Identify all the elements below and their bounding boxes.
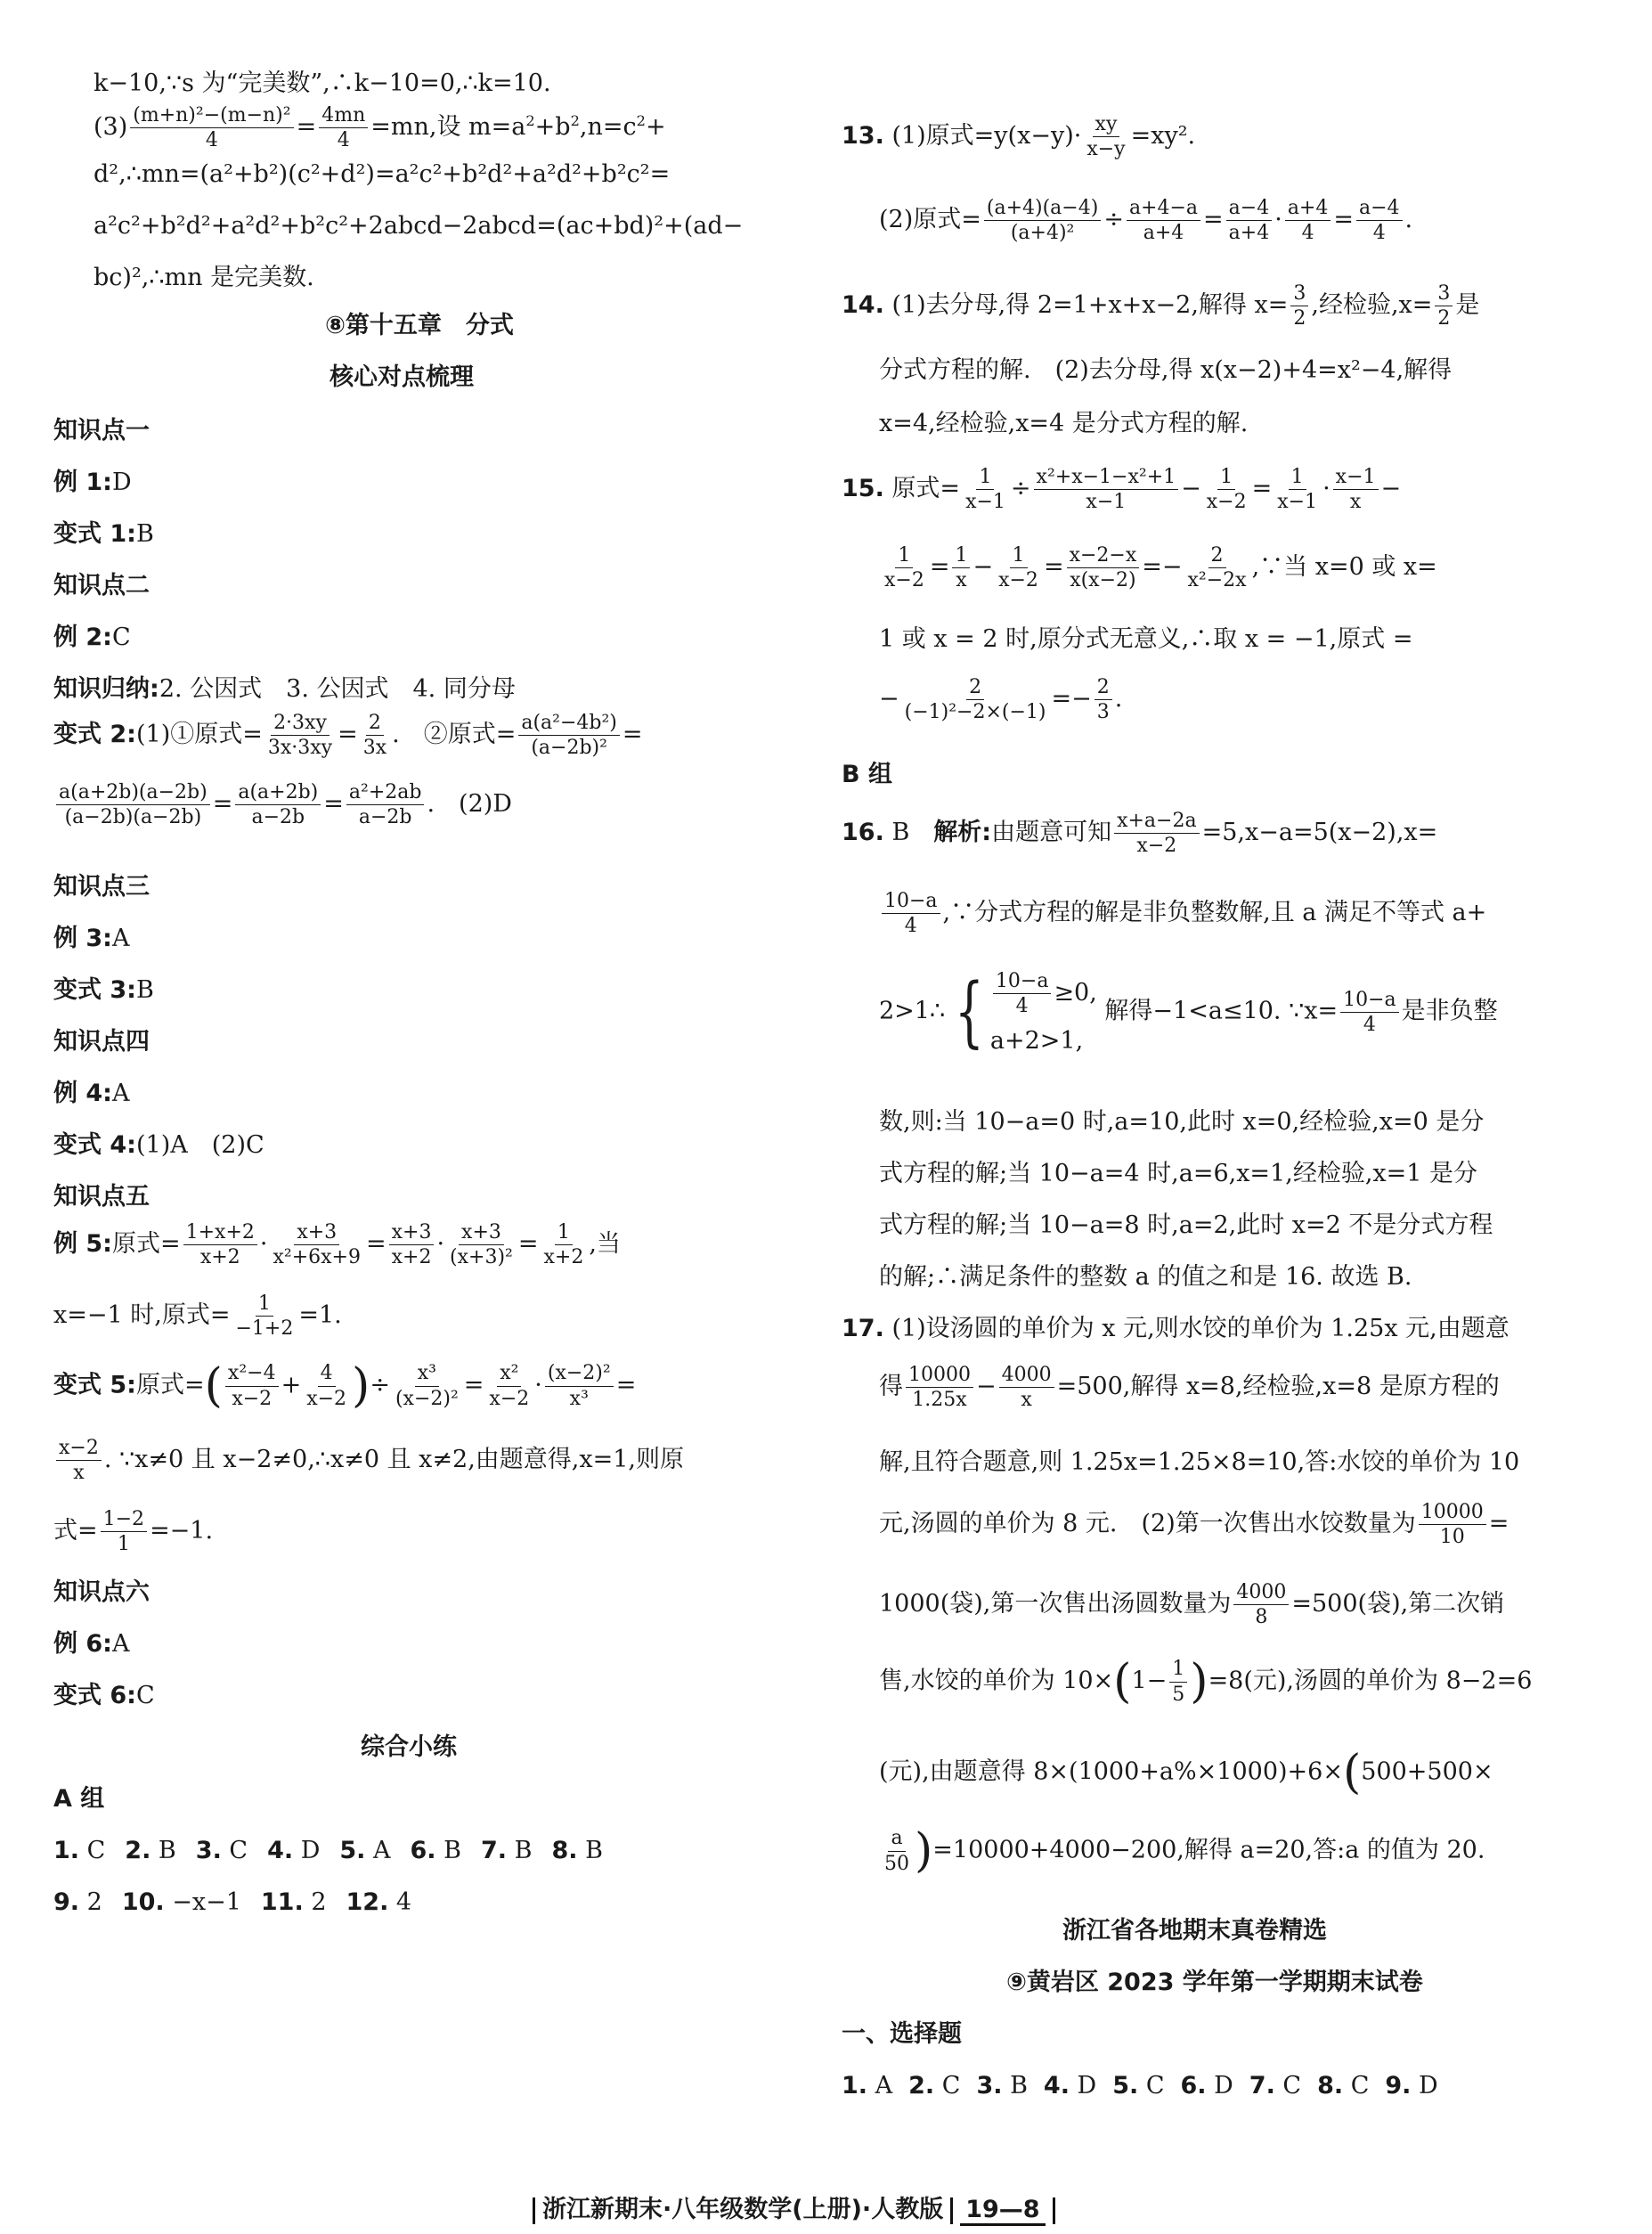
answer-line: 变式 3:B [53,976,154,1004]
answer-line: 变式 5:原式=( $\frac{\text{x²−4}}{x-2}$ + $\frac{4}{x-2}$ )÷ $\frac{\text{x³}}{\text{(x−2)²}}$ = $\frac{\text{x²}}{x-2}$ · $\frac{\text{(x−2)²}}{\text{x³}}$ = [53,1359,637,1413]
fraction: $\frac{1}{x-2}$ [998,544,1038,592]
answer-line: 例 5:原式= $\frac{1+x+2}{x+2}$ · $\frac{x+3}{\text{x²+6x+9}}$ = $\frac{x+3}{x+2}$ · $\frac{x+3}{\text{(x+3)²}}$ = $\frac{1}{x+2}$ ,当 [53,1221,621,1269]
answer-item [53,1888,102,1916]
text-line: 式方程的解;当 10−a=8 时,a=2,此时 x=2 不是分式方程 [879,1211,1493,1239]
answer-item [1044,2072,1096,2099]
section-title: 浙江省各地期末真卷精选 [1062,1917,1327,1945]
fraction: $\frac{\text{x²+x−1−x²+1}}{x-1}$ [1034,467,1179,512]
fraction: $\frac{4000}{x}$ [999,1365,1054,1410]
answer-line: 变式 1:B [53,520,154,548]
answer-line: $\frac{a(a+2b)(a-2b)}{(a-2b)(a-2b)}$ = $\frac{a(a+2b)}{a-2b}$ = $\frac{\text{a²+2ab}}{a-2b}$ . (2)D [53,782,512,828]
fraction: $\frac{1-2}{1}$ [101,1509,147,1554]
answer-line: 13. (1)原式=y(x−y)· $\frac{xy}{x-y}$ =xy². [842,113,1196,161]
answer-value: C [79,1837,106,1864]
question-number: 7. [1249,2072,1275,2099]
answer-value: C [1138,2072,1165,2099]
fraction: $\frac{\text{(m+n)²−(m−n)²}}{4}$ [130,105,293,151]
label: (3) [94,113,128,142]
fraction: $\frac{2}{3x}$ [362,712,387,760]
answer-item [551,1837,602,1864]
fraction: $\frac{1}{x-1}$ [965,466,1005,514]
brace-symbol: { [955,967,984,1057]
answer-item [196,1837,248,1864]
answer-line: 例 3:A [53,925,130,952]
fraction: $\frac{a}{50}$ [884,1827,909,1875]
answer-value: C [221,1837,248,1864]
answer-item [976,2072,1027,2099]
text-line: (3) $\frac{\text{(m+n)²−(m−n)²}}{4}$ = $\frac{4mn}{4}$ =mn,设 $m=a^2+b^2,n=c^2+$ [94,104,666,152]
answer-item [481,1837,532,1864]
text-line: a²c²+b²d²+a²d²+b²c²+2abcd−2abcd=(ac+bd)²+(ad− [94,212,744,240]
text: =mn,设 m=a [370,113,526,142]
answer-item [1181,2072,1233,2099]
fraction: $\frac{\text{(x−2)²}}{\text{x³}}$ [545,1363,614,1408]
fraction: $\frac{4}{x-2}$ [306,1362,347,1410]
answer-line: (元),由题意得 8×(1000+a%×1000)+6×(500+500× [879,1746,1493,1799]
question-number: 9. [53,1888,80,1916]
question-number: 6. [410,1837,436,1864]
answer-item [1249,2072,1301,2099]
fraction: $\frac{1}{-1+2}$ [235,1292,294,1341]
question-number: 6. [1180,2072,1207,2099]
answer-value: A [867,2072,893,2099]
fraction: $\frac{(a+4)(a-4)}{\text{(a+4)²}}$ [984,198,1101,243]
fraction: $\frac{2}{\text{x²−2x}}$ [1187,544,1247,592]
fraction: $\frac{a-4}{a+4}$ [1226,198,1273,243]
answer-value: C [1343,2072,1370,2099]
text-line: k−10,∵s 为“完美数”,∴k−10=0,∴k=10. [94,69,551,97]
divider [533,2197,535,2224]
chapter-title: ⑧第十五章 分式 [325,312,514,339]
text-line: 式方程的解;当 10−a=4 时,a=6,x=1,经检验,x=1 是分 [879,1160,1478,1187]
answer-line: 2>1∴ { $\frac{10-a}{4}$ ≥0, a+2>1, 解得−1<a≤10. ∵x= $\frac{10-a}{4}$ 是非负整 [879,967,1498,1057]
fraction: $\frac{1}{x-1}$ [1277,466,1318,514]
fraction: $\frac{2\cdot 3xy}{3x\cdot 3xy}$ [267,712,333,760]
question-number: 3. [195,1837,222,1864]
answer-line: 16. B 解析:由题意可知 $\frac{x+a-2a}{x-2}$ =5,x−a=5(x−2),x= [842,810,1438,858]
section-title: 核心对点梳理 [330,363,474,391]
fraction: $\frac{x-1}{x}$ [1333,467,1379,512]
part-title: 一、选择题 [842,2020,962,2048]
fraction: $\frac{1+x+2}{x+2}$ [183,1222,257,1268]
answer-line: 变式 2:(1)①原式= $\frac{2\cdot 3xy}{3x\cdot 3xy}$ = $\frac{2}{3x}$ . ②原式= $\frac{\text{a(a²−4b²)}}{\text{(a−2b)²}}$ = [53,712,643,760]
answer-item [842,2072,892,2099]
fraction: $\frac{x+3}{\text{(x+3)²}}$ [450,1221,513,1269]
fraction: $\frac{\text{a²+2ab}}{a-2b}$ [346,782,425,828]
fraction: $\frac{3}{2}$ [1290,283,1308,329]
answer-value: B [1002,2072,1028,2099]
fraction: $\frac{x+3}{x+2}$ [389,1222,435,1268]
answer-line: 例 1:D [53,469,132,496]
question-number: 3. [976,2072,1003,2099]
answer-line: 变式 6:C [53,1682,155,1709]
fraction: $\frac{10000}{10}$ [1419,1502,1486,1547]
answer-line: 1000(袋),第一次售出汤圆数量为 $\frac{4000}{8}$ =500(袋),第二次销 [879,1581,1505,1629]
answer-value: B [577,1837,603,1864]
page-number: 19—8 [960,2196,1045,2226]
group-label: A 组 [53,1785,105,1813]
question-number: 2. [125,1837,151,1864]
fraction: $\frac{2}{3}$ [1095,677,1112,722]
answer-line: 14. (1)去分母,得 2=1+x+x−2,解得 x= $\frac{3}{2}$ ,经检验,x= $\frac{3}{2}$ 是 [842,282,1480,330]
question-number: 11. [260,1888,304,1916]
answer-value: 2 [79,1888,102,1916]
answer-line: 例 4:A [53,1080,130,1107]
fraction: $\frac{\text{a(a²−4b²)}}{\text{(a−2b)²}}$ [518,713,620,758]
answer-line: 售,水饺的单价为 10×(1− $\frac{1}{5}$ )=8(元),汤圆的单价为 8−2=6 [879,1655,1533,1708]
text-line: d²,∴mn=(a²+b²)(c²+d²)=a²c²+b²d²+a²d²+b²c²= [94,160,671,188]
answer-item [411,1837,461,1864]
answer-row [53,1890,431,1914]
answer-line: 元,汤圆的单价为 8 元. (2)第一次售出水饺数量为 $\frac{10000}{10}$ = [879,1501,1510,1549]
question-number: 5. [1112,2072,1139,2099]
question-number: 4. [1043,2072,1070,2099]
divider [1053,2197,1055,2224]
fraction: $\frac{\text{x²}}{x-2}$ [489,1362,530,1410]
answer-row [53,1839,623,1863]
inequality-system: $\frac{10-a}{4}$ ≥0, a+2>1, [989,970,1097,1056]
answer-value: C [934,2072,961,2099]
knowledge-point: 知识点三 [53,873,150,901]
answer-row [842,2074,1454,2098]
fraction: $\frac{10000}{1.25x}$ [906,1365,973,1410]
answer-item [122,1888,241,1916]
fraction: $\frac{a(a+2b)}{a-2b}$ [235,782,321,828]
fraction: $\frac{x-2-x}{x(x-2)}$ [1067,545,1140,591]
answer-line: x=−1 时,原式= $\frac{1}{-1+2}$ =1. [53,1292,342,1341]
fraction: $\frac{\text{x³}}{\text{(x−2)²}}$ [395,1362,459,1410]
fraction: $\frac{1}{x+2}$ [543,1221,584,1269]
fraction: $\frac{xy}{x-y}$ [1086,113,1126,161]
fraction: $\frac{a(a+2b)(a-2b)}{(a-2b)(a-2b)}$ [56,782,210,828]
text-line: 数,则:当 10−a=0 时,a=10,此时 x=0,经检验,x=0 是分 [879,1108,1485,1136]
answer-line: 得 $\frac{10000}{1.25x}$ − $\frac{4000}{x}$ =500,解得 x=8,经检验,x=8 是原方程的 [879,1364,1500,1412]
answer-item [53,1837,105,1864]
question-number: 9. [1385,2072,1412,2099]
answer-value: 4 [388,1888,412,1916]
exam-title: ⑨黄岩区 2023 学年第一学期期末试卷 [1006,1969,1423,1996]
answer-line: $\frac{x-2}{x}$ . ∵x≠0 且 x−2≠0,∴x≠0 且 x≠2,由题意得,x=1,则原 [53,1438,684,1483]
text-line: 解,且符合题意,则 1.25x=1.25×8=10,答:水饺的单价为 10 [879,1448,1520,1476]
fraction: $\frac{1}{x-2}$ [884,544,924,592]
question-number: 8. [551,1837,578,1864]
answer-item [1112,2072,1164,2099]
answer-line: 例 6:A [53,1630,130,1658]
text-line: bc)²,∴mn 是完美数. [94,264,314,291]
fraction: $\frac{1}{5}$ [1169,1659,1187,1704]
fraction: $\frac{x+3}{\text{x²+6x+9}}$ [273,1221,361,1269]
text: + [645,113,666,142]
book-title: 浙江新期末·八年级数学(上册)·人教版 [542,2196,944,2223]
answer-line: 知识归纳:2. 公因式 3. 公因式 4. 同分母 [53,675,516,703]
fraction: $\frac{3}{2}$ [1435,283,1453,329]
answer-item [267,1837,320,1864]
answer-value: −x−1 [164,1888,241,1916]
knowledge-point: 知识点二 [53,572,150,599]
page-footer [525,2189,1062,2226]
fraction: $\frac{a-4}{4}$ [1356,198,1403,243]
answer-value: B [151,1837,176,1864]
answer-line: $\frac{10-a}{4}$ ,∵分式方程的解是非负整数解,且 a 满足不等式 a+ [879,891,1486,936]
divider [950,2197,953,2224]
fraction: $\frac{1}{x-2}$ [1206,466,1247,514]
question-number: 1. [53,1837,80,1864]
answer-item [261,1888,327,1916]
answer-line: 式= $\frac{1-2}{1}$ =−1. [53,1508,214,1556]
text-line: 1 或 x = 2 时,原分式无意义,∴取 x = −1,原式 = [879,625,1413,653]
text: +b [534,113,571,142]
fraction: $\frac{10-a}{4}$ [882,891,940,936]
question-number: 8. [1317,2072,1344,2099]
answer-item [125,1837,175,1864]
answer-item [1317,2072,1369,2099]
answer-line: 15. 原式= $\frac{1}{x-1}$ ÷ $\frac{\text{x²+x−1−x²+1}}{x-1}$ − $\frac{1}{x-2}$ = $\frac{1}{x-1}$ · $\frac{x-1}{x}$ − [842,466,1402,514]
text-line: x=4,经检验,x=4 是分式方程的解. [879,410,1249,437]
knowledge-point: 知识点五 [53,1183,150,1211]
fraction: $\frac{4mn}{4}$ [319,105,368,151]
text-line: 分式方程的解. (2)去分母,得 x(x−2)+4=x²−4,解得 [879,356,1453,384]
fraction: $\frac{a+4-a}{a+4}$ [1127,198,1200,243]
answer-item [339,1837,390,1864]
group-label: B 组 [842,761,892,788]
fraction: $\frac{\text{x²−4}}{x-2}$ [225,1363,279,1408]
answer-line: 17. (1)设汤圆的单价为 x 元,则水饺的单价为 1.25x 元,由题意 [842,1315,1510,1342]
answer-item [1385,2072,1437,2099]
answer-value: B [507,1837,533,1864]
knowledge-point: 知识点六 [53,1578,150,1606]
question-number: 10. [121,1888,165,1916]
text: ,n=c [579,113,637,142]
answer-value: D [1411,2072,1438,2099]
fraction: $\frac{2}{\text{(−1)²−2×(−1)}}$ [904,676,1046,724]
answer-value: D [1069,2072,1097,2099]
question-number: 7. [480,1837,508,1864]
answer-line: 变式 4:(1)A (2)C [53,1131,264,1159]
answer-line: (2)原式= $\frac{(a+4)(a-4)}{\text{(a+4)²}}$ ÷ $\frac{a+4-a}{a+4}$ = $\frac{a-4}{a+4}$ · $\frac{a+4}{4}$ = $\frac{a-4}{4}$ . [879,197,1413,245]
fraction: $\frac{x-2}{x}$ [56,1438,102,1483]
fraction: $\frac{4000}{8}$ [1233,1582,1289,1627]
answer-value: D [1206,2072,1233,2099]
answer-line: − $\frac{2}{\text{(−1)²−2×(−1)}}$ =− $\frac{2}{3}$ . [879,676,1123,724]
text-line: 的解;∴满足条件的整数 a 的值之和是 16. 故选 B. [879,1263,1412,1291]
question-number: 5. [339,1837,366,1864]
answer-line: 例 2:C [53,624,131,651]
fraction: $\frac{10-a}{4}$ [993,971,1052,1016]
knowledge-point: 知识点一 [53,417,150,444]
question-number: 1. [842,2072,868,2099]
fraction: $\frac{1}{x}$ [952,545,970,591]
answer-value: D [293,1837,321,1864]
answer-line: $\frac{a}{50}$ )=10000+4000−200,解得 a=20,答:a 的值为 20. [879,1828,1485,1874]
answer-line: $\frac{1}{x-2}$ = $\frac{1}{x}$ − $\frac{1}{x-2}$ = $\frac{x-2-x}{x(x-2)}$ =− $\frac{2}{\text{x²−2x}}$ ,∵当 x=0 或 x= [879,545,1437,591]
section-title: 综合小练 [361,1733,457,1761]
fraction: $\frac{10-a}{4}$ [1340,990,1399,1035]
question-number: 12. [346,1888,389,1916]
knowledge-point: 知识点四 [53,1028,150,1056]
answer-value: B [435,1837,461,1864]
question-number: 4. [267,1837,294,1864]
fraction: $\frac{x+a-2a}{x-2}$ [1114,811,1200,856]
answer-value: C [1274,2072,1302,2099]
fraction: $\frac{a+4}{4}$ [1285,198,1331,243]
answer-value: A [365,1837,391,1864]
answer-item [346,1888,412,1916]
answer-item [908,2072,960,2099]
answer-value: 2 [303,1888,327,1916]
question-number: 2. [908,2072,935,2099]
